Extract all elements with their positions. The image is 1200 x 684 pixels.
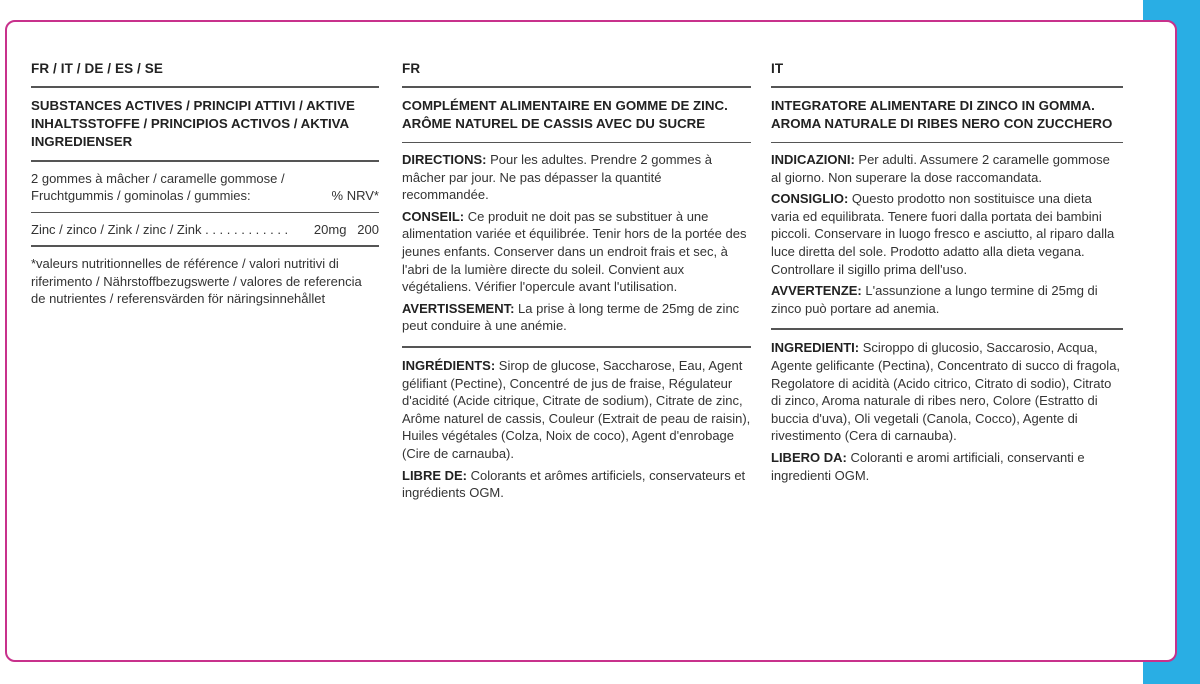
french-warning-label: AVERTISSEMENT: <box>402 300 515 316</box>
french-usage-block <box>402 143 751 348</box>
italian-free-label: LIBERO DA: <box>771 449 847 465</box>
serving-block <box>31 162 379 213</box>
italian-warning-label: AVVERTENZE: <box>771 283 862 299</box>
french-advice-label: CONSEIL: <box>402 208 465 224</box>
nrv-label: % NRV* <box>331 188 379 204</box>
italian-header: IT <box>771 60 1123 88</box>
italian-ingredients: INGREDIENTI: Sciroppo di glucosio, Saccarosio, Acqua, Agente gelificante (Pectina), Concentrato di succo di fragola, Regolatore di acidità (Acido citrico, Citrato di sodio), Citrato di zinco, Aroma naturale di ribes nero, Colore (Estratto di buccia d'uva), Oli vegetali (Canola, Cocco), Agente di rivestimento (Cera di carnauba). <box>771 340 1121 444</box>
french-header: FR <box>402 60 751 88</box>
zinc-label: Zinc / zinco / Zink / zinc / Zink . . . . . . . . . . . . <box>31 221 289 237</box>
french-ingredients-label: INGRÉDIENTS: <box>402 357 496 373</box>
italian-directions-label: INDICAZIONI: <box>771 152 855 167</box>
italian-warning: AVVERTENZE: L'assunzione a lungo termine di 25mg di zinco può portare ad anemia. <box>771 283 1098 316</box>
french-warning: AVERTISSEMENT: La prise à long terme de 25mg de zinc peut conduire à une anémie. <box>402 300 740 334</box>
nutrition-column <box>31 60 379 314</box>
french-column <box>402 60 751 506</box>
french-directions-label: DIRECTIONS: <box>402 152 487 167</box>
french-free-label: LIBRE DE: <box>402 467 467 483</box>
active-substances-heading: SUBSTANCES ACTIVES / PRINCIPI ATTIVI / AKTIVE INHALTSSTOFFE / PRINCIPIOS ACTIVOS / AKTIVA INGREDIENSER <box>31 88 379 162</box>
french-advice: CONSEIL: Ce produit ne doit pas se substituer à une alimentation variée et équilibrée. Tenir hors de la portée des jeunes enfants. Conserver dans un endroit frais et sec, à l'abri de la lumière directe du soleil. Convient aux végétaliens. Vérifier l'opercule avant l'utilisation. <box>402 208 747 295</box>
italian-advice-label: CONSIGLIO: <box>771 191 849 207</box>
zinc-nrv: 200 <box>357 221 379 237</box>
french-directions: DIRECTIONS: Pour les adultes. Prendre 2 gommes à mâcher par jour. Ne pas dépasser la quantité recommandée. <box>402 152 712 203</box>
serving-line-1: 2 gommes à mâcher / caramelle gommose / <box>31 171 285 186</box>
serving-line-2: Fruchtgummis / gominolas / gummies: <box>31 188 251 204</box>
italian-directions: INDICAZIONI: Per adulti. Assumere 2 caramelle gommose al giorno. Non superare la dose raccomandata. <box>771 152 1110 185</box>
french-free-from: LIBRE DE: Colorants et arômes artificiels, conservateurs et ingrédients OGM. <box>402 467 746 501</box>
zinc-values <box>314 221 379 238</box>
italian-usage-block <box>771 143 1123 330</box>
italian-free-from: LIBERO DA: Coloranti e aromi artificiali, conservanti e ingredienti OGM. <box>771 449 1085 483</box>
french-product-title: COMPLÉMENT ALIMENTAIRE EN GOMME DE ZINC. ARÔME NATUREL DE CASSIS AVEC DU SUCRE <box>402 88 751 143</box>
italian-ingredients-label: INGREDIENTI: <box>771 340 860 356</box>
zinc-row <box>31 213 379 247</box>
italian-column <box>771 60 1123 488</box>
french-ingredients-block <box>402 348 751 502</box>
serving-row <box>31 187 379 204</box>
french-ingredients: INGRÉDIENTS: Sirop de glucose, Saccharose, Eau, Agent gélifiant (Pectine), Concentré de jus de fraise, Régulateur d'acidité (Acide citrique, Citrate de sodium), Citrate de zinc, Arôme naturel de cassis, Couleur (Extrait de peau de raisin), Huiles végétales (Colza, Noix de coco), Agent d'enrobage (Cire de carnauba). <box>402 357 751 461</box>
nrv-footnote: *valeurs nutritionnelles de référence / valori nutritivi di riferimento / Nährstoffbezugswerte / valores de referencia de nutrientes / referensvärden för näringsinnehållet <box>31 256 362 307</box>
italian-advice: CONSIGLIO: Questo prodotto non sostituisce una dieta varia ed equilibrata. Tenere fuori dalla portata dei bambini piccoli. Conservare in luogo fresco e asciutto, al riparo dalla luce diretta del sole. Prodotto adatto alla dieta vegana. Controllare il sigillo prima dell'uso. <box>771 191 1115 277</box>
label-panel <box>5 20 1177 662</box>
zinc-amount: 20mg <box>313 221 347 237</box>
languages-header: FR / IT / DE / ES / SE <box>31 60 379 88</box>
italian-product-title: INTEGRATORE ALIMENTARE DI ZINCO IN GOMMA. AROMA NATURALE DI RIBES NERO CON ZUCCHERO <box>771 88 1123 143</box>
italian-ingredients-block <box>771 330 1123 484</box>
